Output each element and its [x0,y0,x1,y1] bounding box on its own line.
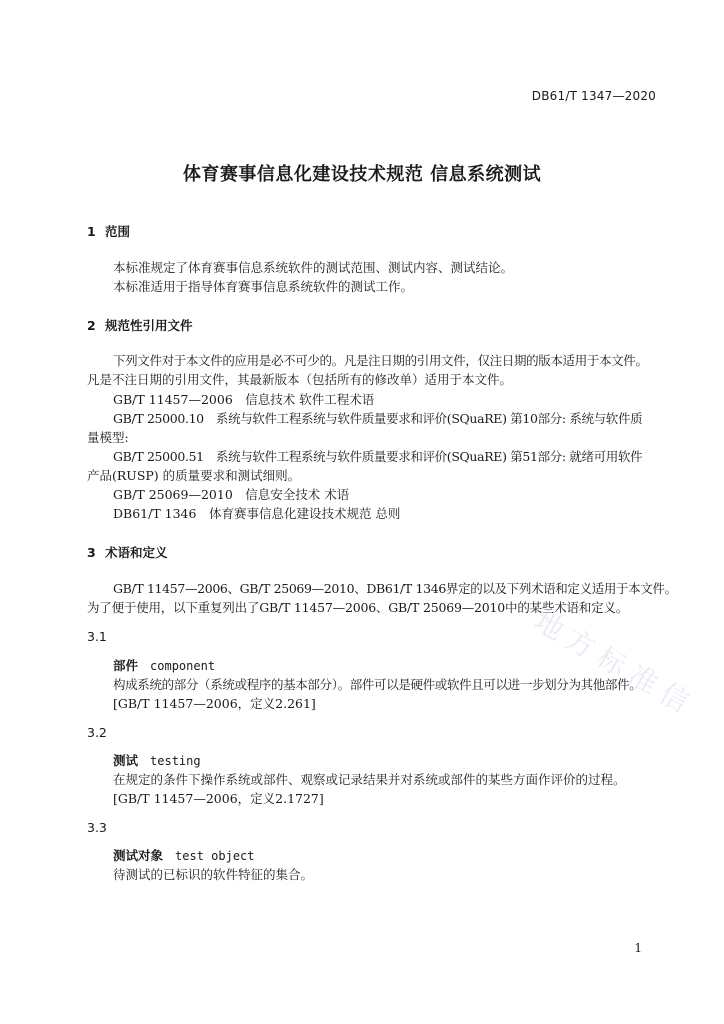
term-definition: 待测试的已标识的软件特征的集合。 [113,867,314,882]
reference-item-continued: 量模型: [87,430,129,445]
paragraph-line: 为了便于使用，以下重复列出了GB/T 11457—2006、GB/T 25069—2010中的某些术语和定义。 [87,600,629,615]
paragraph-line: 下列文件对于本文件的应用是必不可少的。凡是注日期的引用文件，仅注日期的版本适用于本文件。 [113,353,648,368]
reference-item: GB/T 25069—2010 信息安全技术 术语 [113,487,350,502]
term-number: 3.3 [87,820,107,835]
term-chinese: 部件 [113,658,139,673]
section-number: 2 [87,318,96,333]
term-entry [113,846,255,864]
term-definition: 构成系统的部分（系统或程序的基本部分）。部件可以是硬件或软件且可以进一步划分为其他部件。 [113,677,642,692]
term-english: testing [150,754,201,768]
section-title: 范围 [105,224,131,239]
section-title: 规范性引用文件 [105,318,193,333]
paragraph-line: GB/T 11457—2006、GB/T 25069—2010、DB61/T 1346界定的以及下列术语和定义适用于本文件。 [113,581,677,596]
page-number: 1 [634,941,642,955]
term-chinese: 测试 [113,753,139,768]
term-english: component [150,659,216,673]
standard-code: DB61/T 1347—2020 [531,89,656,103]
term-source: [GB/T 11457—2006，定义2.261] [113,696,316,711]
paragraph-line: 凡是不注日期的引用文件，其最新版本（包括所有的修改单）适用于本文件。 [87,372,513,387]
paragraph-line: 本标准适用于指导体育赛事信息系统软件的测试工作。 [113,279,414,294]
term-entry [113,656,215,674]
term-definition: 在规定的条件下操作系统或部件、观察或记录结果并对系统或部件的某些方面作评价的过程。 [113,772,626,787]
paragraph-line: 本标准规定了体育赛事信息系统软件的测试范围、测试内容、测试结论。 [113,260,514,275]
term-entry [113,751,201,769]
term-number: 3.1 [87,629,107,644]
reference-item: GB/T 25000.51 系统与软件工程系统与软件质量要求和评价(SQuaRE) 第51部分: 就绪可用软件 [113,449,643,464]
term-chinese: 测试对象 [113,848,164,863]
term-source: [GB/T 11457—2006，定义2.1727] [113,791,324,806]
section-number: 3 [87,545,96,560]
term-number: 3.2 [87,725,107,740]
reference-item-continued: 产品(RUSP) 的质量要求和测试细则。 [87,468,301,483]
section-1-heading [87,222,130,240]
reference-item: DB61/T 1346 体育赛事信息化建设技术规范 总则 [113,506,401,521]
reference-item: GB/T 25000.10 系统与软件工程系统与软件质量要求和评价(SQuaRE) 第10部分: 系统与软件质 [113,411,643,426]
section-2-heading [87,316,193,334]
section-title: 术语和定义 [105,545,168,560]
section-3-heading [87,543,168,561]
watermark: 地方标准信 [529,604,702,723]
section-number: 1 [87,224,96,239]
document-title: 体育赛事信息化建设技术规范 信息系统测试 [182,164,542,185]
term-english: test object [175,849,255,863]
reference-item: GB/T 11457—2006 信息技术 软件工程术语 [113,392,375,407]
